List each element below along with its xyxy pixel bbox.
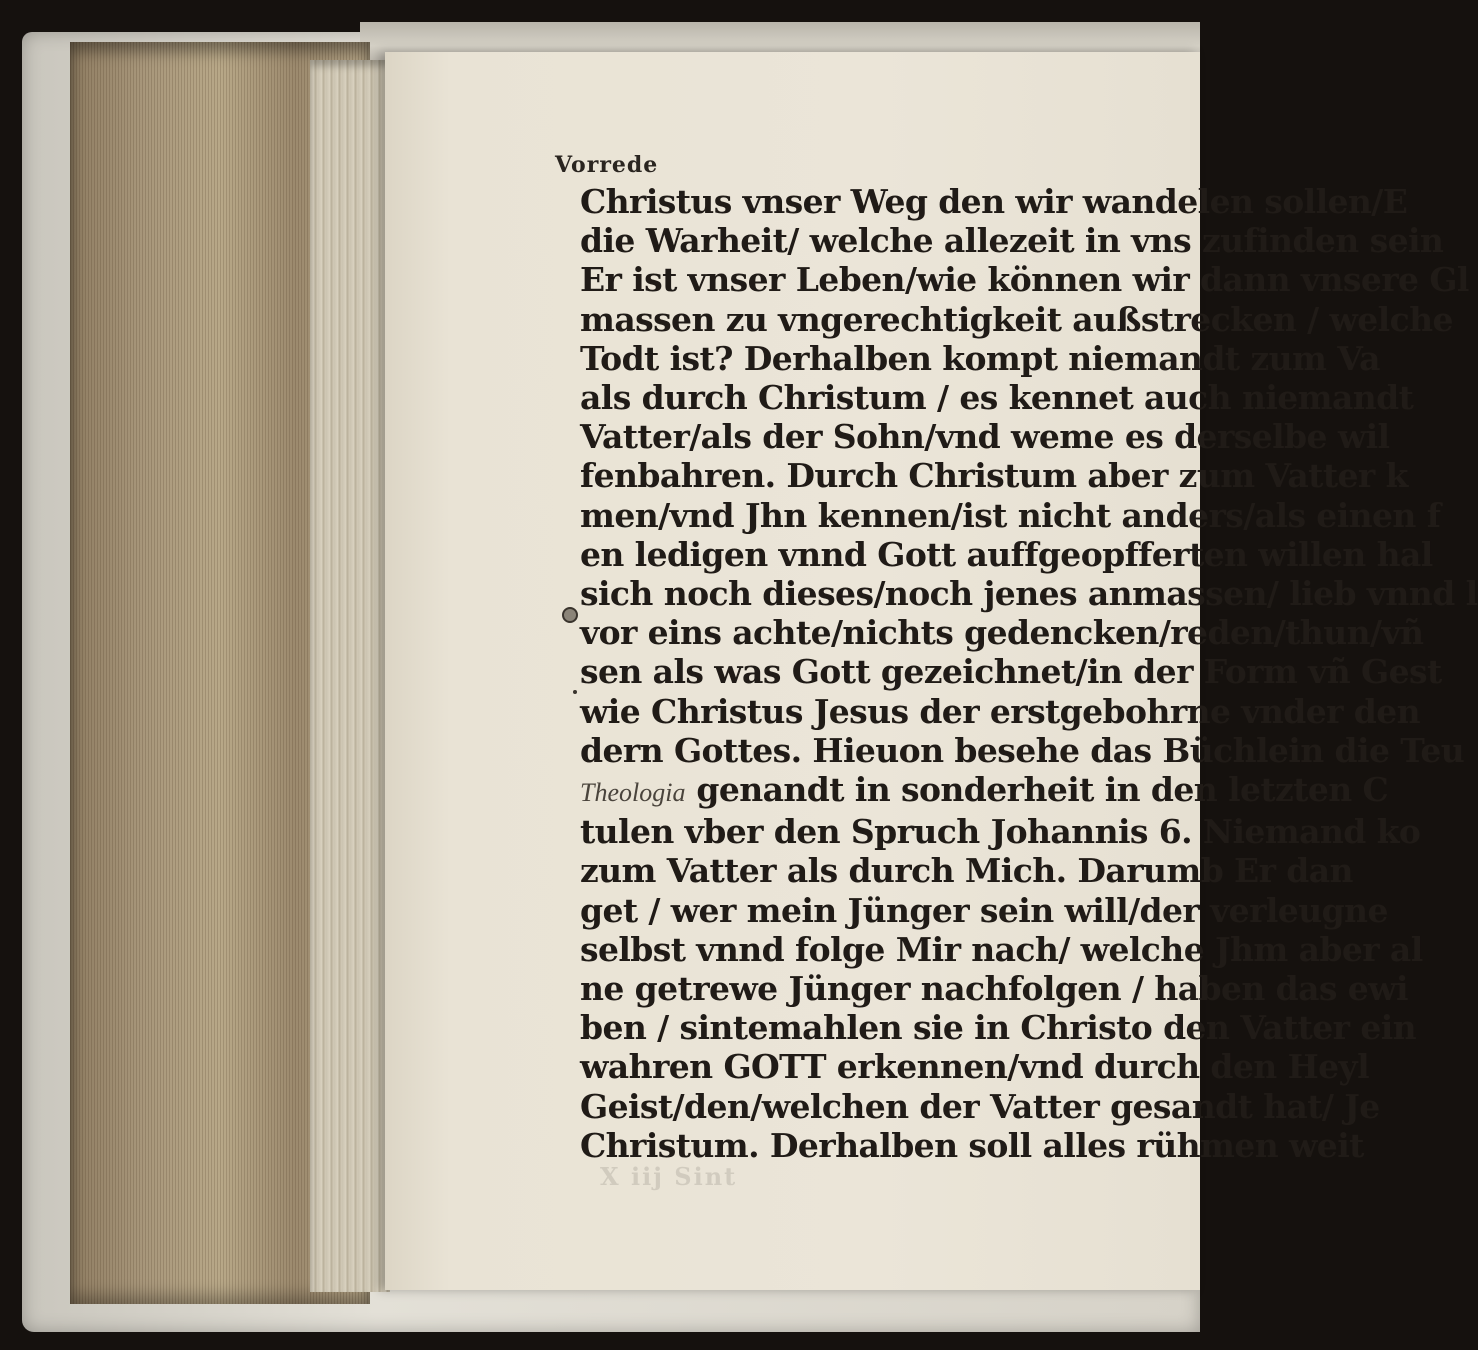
text-line: fenbahren. Durch Christum aber zum Vatter k [580,456,1408,496]
text-line: get / wer mein Jünger sein will/der verleugne [580,890,1388,930]
text-line: Vatter/als der Sohn/vnd weme es derselbe wil [580,417,1390,457]
text-line: sich noch dieses/noch jenes anmassen/ lieb vnnd l [580,574,1478,614]
marginal-ornament-icon [562,607,578,623]
text-line: Christum. Derhalben soll alles rühmen weit [580,1125,1364,1165]
text-line: ben / sintemahlen sie in Christo den Vatter ein [580,1008,1417,1048]
page-stack [310,60,390,1292]
running-head: Vorrede [555,152,659,178]
text-line [580,770,1389,812]
italic-word: Theologia [580,778,686,808]
printed-page [385,52,1478,1290]
text-line: en ledigen vnnd Gott auffgeopfferten willen hal [580,534,1433,574]
text-line: vor eins achte/nichts gedencken/reden/thun/vñ [580,613,1424,653]
text-line: ne getrewe Jünger nachfolgen / haben das ewi [580,969,1408,1009]
text-line: selbst vnnd folge Mir nach/ welche Jhm aber al [580,929,1423,969]
text-line-rest: genandt in sonderheit in den letzten C [696,770,1389,810]
text-line: tulen vber den Spruch Johannis 6. Niemand ko [580,812,1421,852]
text-line: zum Vatter als durch Mich. Darumb Er dan [580,851,1353,891]
text-line: als durch Christum / es kennet auch niemandt [580,378,1414,418]
show-through-text: X iij Sint [600,1162,738,1191]
text-line: Geist/den/welchen der Vatter gesandt hat/ Je [580,1086,1380,1126]
text-line: Er ist vnser Leben/wie können wir dann vnsere Gl [580,260,1469,300]
text-line: men/vnd Jhn kennen/ist nicht anders/als einen f [580,495,1441,535]
text-line: wie Christus Jesus der erstgebohrne vnder den [580,691,1421,731]
text-line: sen als was Gott gezeichnet/in der Form vñ Gest [580,652,1442,692]
body-text [580,182,1478,1165]
text-line: wahren GOTT erkennen/vnd durch den Heyl [580,1047,1370,1087]
text-line: massen zu vngerechtigkeit außstrecken / welche [580,299,1453,339]
marginal-dot-icon [573,690,577,694]
text-line: Todt ist? Derhalben kompt niemandt zum Va [580,338,1380,378]
text-line: dern Gottes. Hieuon besehe das Büchlein die Teu [580,730,1465,770]
text-line: Christus vnser Weg den wir wandelen sollen/E [580,182,1408,221]
text-line: die Warheit/ welche allezeit in vns zufinden sein [580,221,1444,261]
